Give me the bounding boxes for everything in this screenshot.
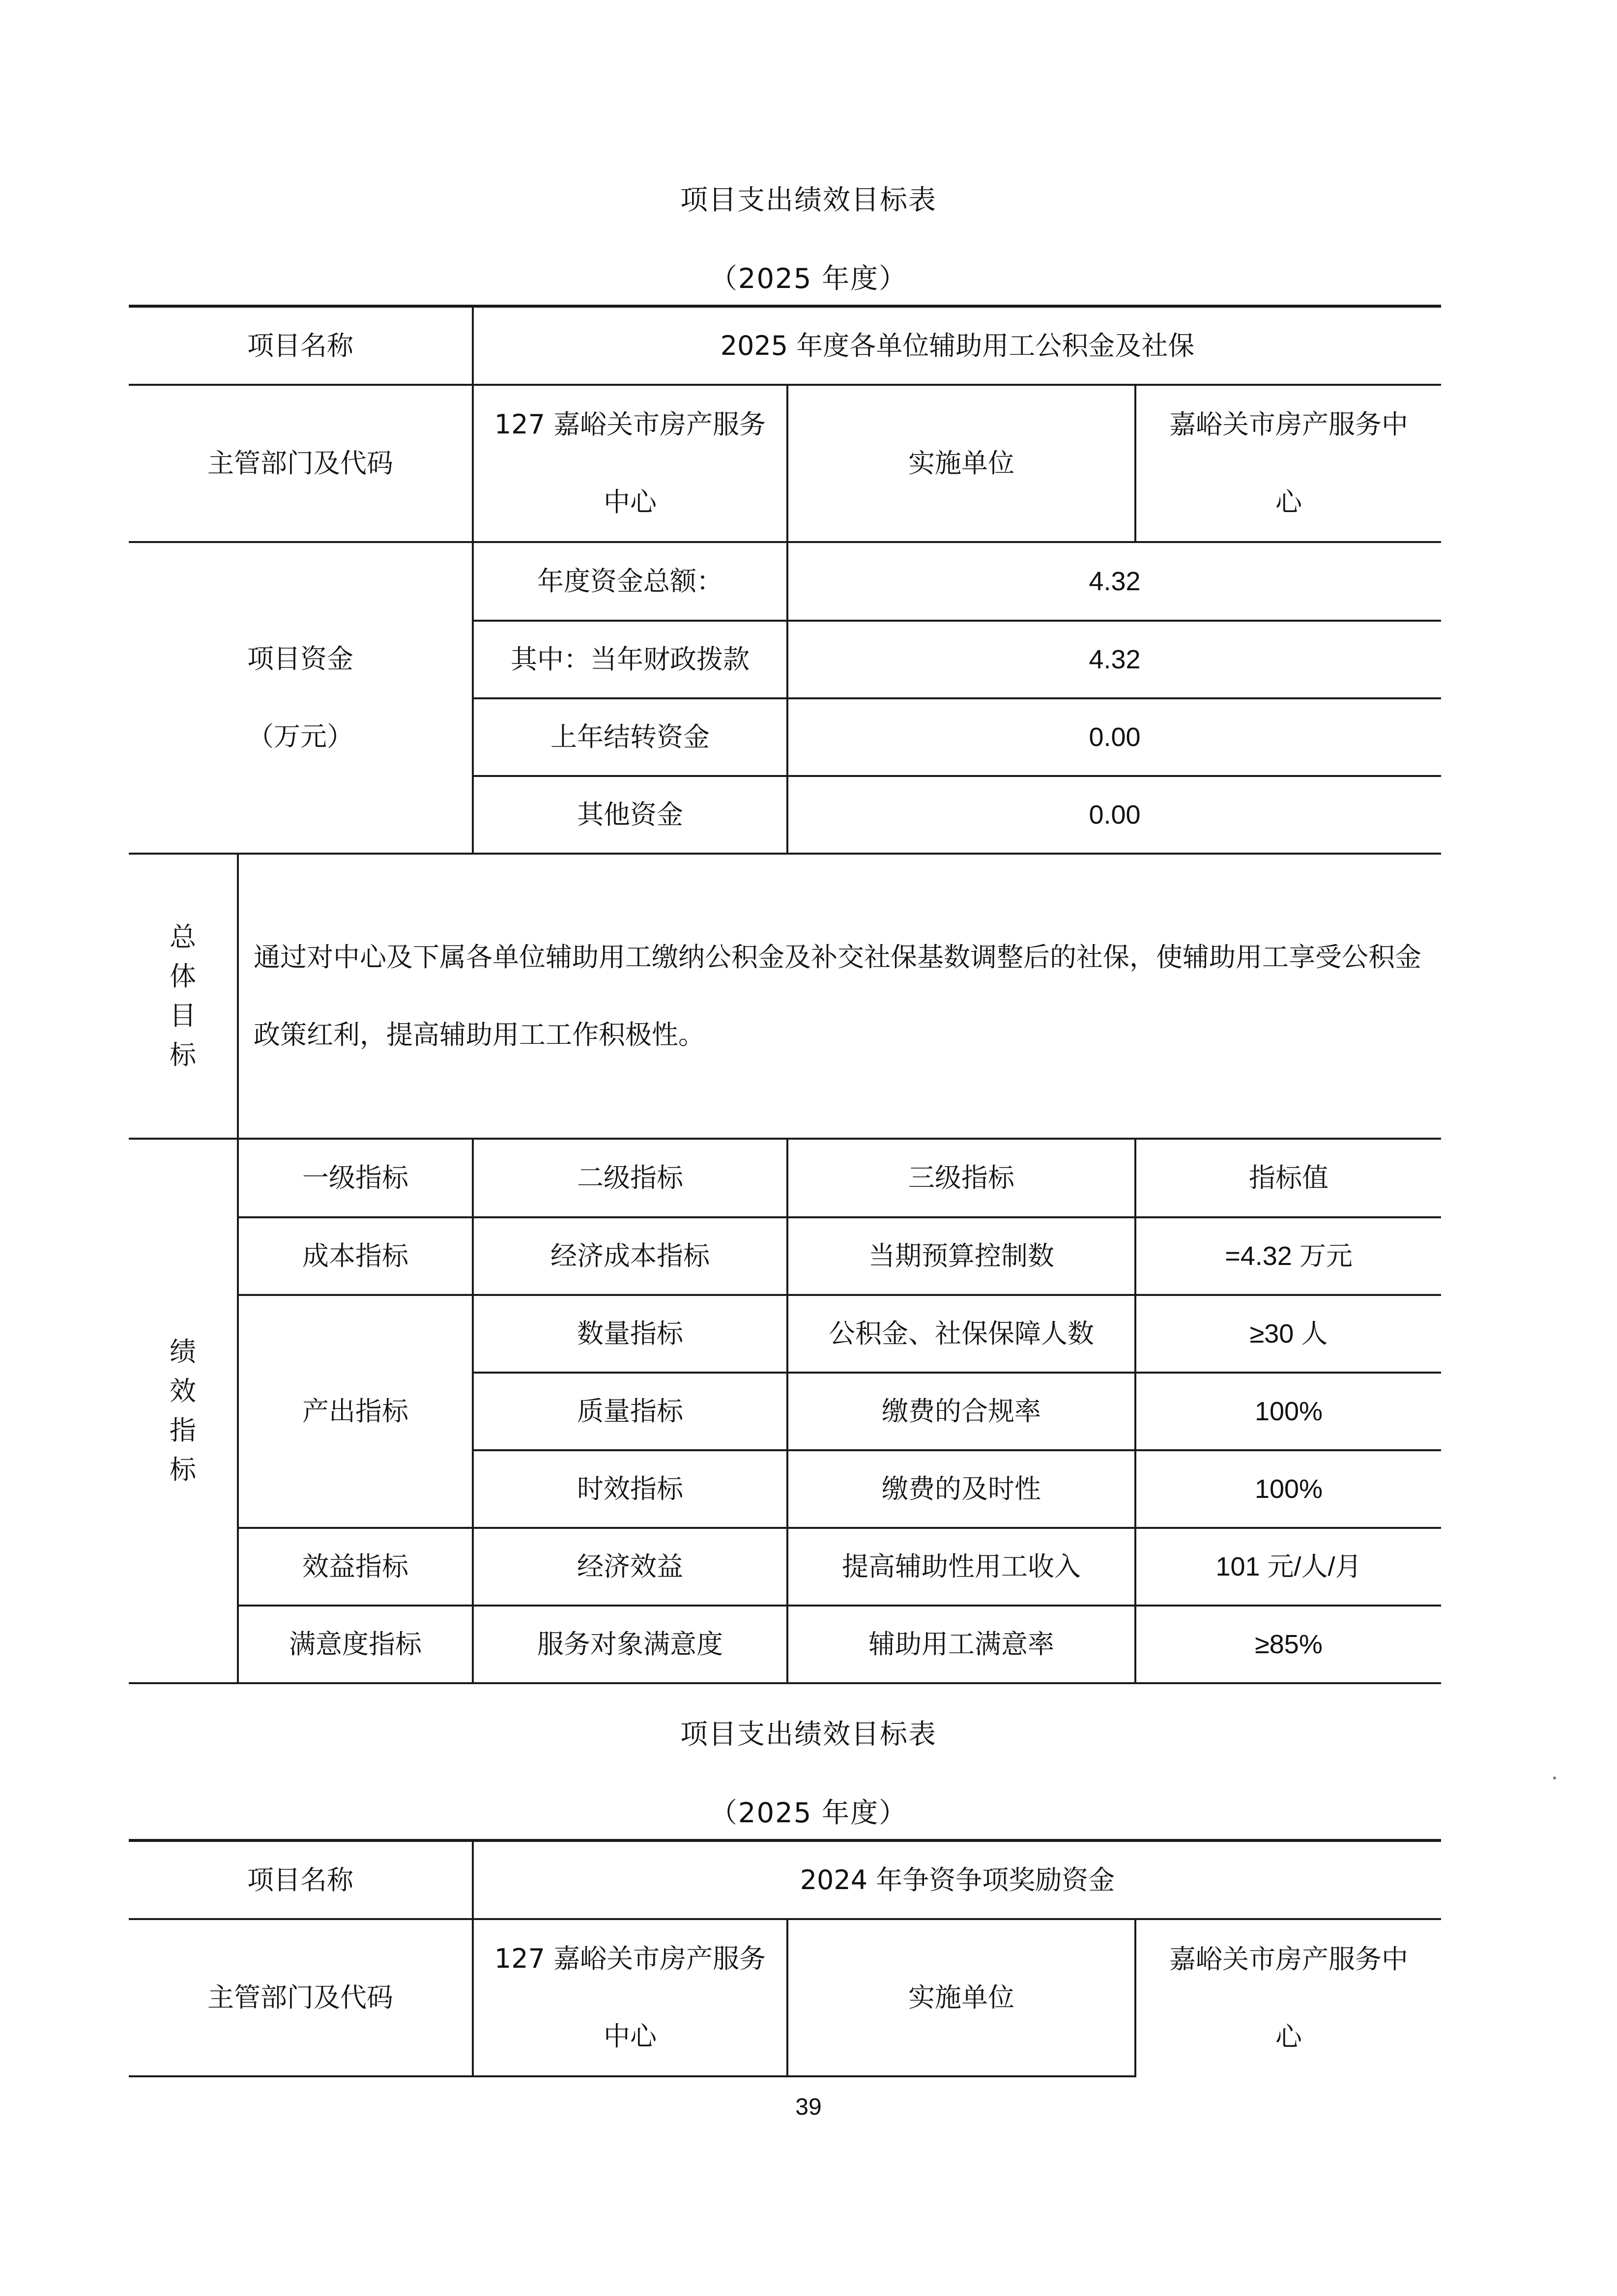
dept-label: 主管部门及代码 (129, 385, 473, 542)
funds-carryover-label: 上年结转资金 (473, 698, 787, 776)
indicator-l2: 质量指标 (473, 1373, 787, 1450)
perf-label-char: 效 (170, 1376, 196, 1406)
perf-label-char: 标 (170, 1454, 196, 1485)
table1-year: （2025 年度） (709, 263, 908, 295)
project-name-value: 2024 年争资争项奖励资金 (473, 1840, 1441, 1919)
funds-fiscal-label: 其中：当年财政拨款 (473, 621, 787, 698)
dept-value-line1: 127 嘉峪关市房产服务 (494, 1943, 766, 1974)
header-value: 指标值 (1135, 1139, 1441, 1217)
header-l3: 三级指标 (787, 1139, 1135, 1217)
indicator-value: 100% (1135, 1450, 1441, 1528)
table2-year: （2025 年度） (709, 1797, 908, 1829)
project-name-label: 项目名称 (129, 1840, 473, 1919)
table1-title: 项目支出绩效目标表 (680, 184, 937, 216)
impl-value-line2: 心 (1275, 487, 1302, 517)
funds-row (129, 542, 1441, 621)
indicator-value: 101 元/人/月 (1135, 1528, 1441, 1606)
performance-table-1 (129, 305, 1441, 1684)
indicator-value: =4.32 万元 (1135, 1217, 1441, 1295)
project-name-value: 2025 年度各单位辅助用工公积金及社保 (473, 306, 1441, 385)
indicator-l1: 效益指标 (238, 1528, 473, 1606)
dept-label: 主管部门及代码 (129, 1919, 473, 2076)
dept-value (473, 385, 787, 542)
scan-speck (1553, 1777, 1556, 1779)
funds-label-text: 项目资金 (247, 643, 353, 674)
impl-label: 实施单位 (787, 385, 1135, 542)
dept-value-line2: 中心 (604, 2021, 657, 2052)
goal-label-char: 总 (170, 921, 196, 952)
goal-text: 通过对中心及下属各单位辅助用工缴纳公积金及补交社保基数调整后的社保，使辅助用工享受公积金政策红利，提高辅助用工工作积极性。 (238, 854, 1441, 1139)
indicator-l1: 满意度指标 (238, 1606, 473, 1683)
indicator-row (129, 1606, 1441, 1683)
funds-total-value: 4.32 (787, 542, 1441, 621)
indicator-l2: 时效指标 (473, 1450, 787, 1528)
indicator-l2: 经济成本指标 (473, 1217, 787, 1295)
indicator-value: 100% (1135, 1373, 1441, 1450)
page-number: 39 (795, 2094, 822, 2120)
goal-row (129, 854, 1441, 1139)
indicator-l3: 辅助用工满意率 (787, 1606, 1135, 1683)
perf-label-char: 指 (170, 1415, 196, 1446)
indicator-l2: 经济效益 (473, 1528, 787, 1606)
dept-value-line1: 127 嘉峪关市房产服务 (494, 409, 766, 440)
funds-other-value: 0.00 (787, 776, 1441, 854)
indicator-l1: 产出指标 (238, 1295, 473, 1528)
goal-label-char: 目 (170, 1000, 196, 1031)
indicator-row (129, 1217, 1441, 1295)
impl-value-line1: 嘉峪关市房产服务中 (1169, 1944, 1408, 1975)
performance-table-2 (129, 1839, 1441, 2077)
project-name-label: 项目名称 (129, 306, 473, 385)
indicator-l3: 公积金、社保保障人数 (787, 1295, 1135, 1373)
impl-label: 实施单位 (787, 1919, 1135, 2076)
indicator-l3: 提高辅助性用工收入 (787, 1528, 1135, 1606)
impl-value-line1: 嘉峪关市房产服务中 (1169, 409, 1408, 440)
indicator-value: ≥30 人 (1135, 1295, 1441, 1373)
funds-label (129, 542, 473, 854)
indicator-row (129, 1295, 1441, 1373)
indicator-row (129, 1528, 1441, 1606)
funds-total-label: 年度资金总额： (473, 542, 787, 621)
impl-value (1135, 385, 1441, 542)
table2-title: 项目支出绩效目标表 (680, 1719, 937, 1751)
dept-row (129, 1919, 1441, 2076)
impl-value (1135, 1919, 1441, 2076)
indicator-value: ≥85% (1135, 1606, 1441, 1683)
dept-value-line2: 中心 (604, 487, 657, 517)
perf-label-char: 绩 (170, 1336, 196, 1367)
funds-carryover-value: 0.00 (787, 698, 1441, 776)
project-name-row (129, 1840, 1441, 1919)
funds-unit-text: （万元） (247, 721, 353, 752)
indicator-l2: 服务对象满意度 (473, 1606, 787, 1683)
header-l1: 一级指标 (238, 1139, 473, 1217)
perf-label (129, 1139, 238, 1683)
indicator-l3: 当期预算控制数 (787, 1217, 1135, 1295)
indicator-l3: 缴费的及时性 (787, 1450, 1135, 1528)
goal-label (129, 854, 238, 1139)
header-l2: 二级指标 (473, 1139, 787, 1217)
indicator-l3: 缴费的合规率 (787, 1373, 1135, 1450)
dept-row (129, 385, 1441, 542)
indicator-header-row (129, 1139, 1441, 1217)
project-name-row (129, 306, 1441, 385)
funds-other-label: 其他资金 (473, 776, 787, 854)
goal-label-char: 体 (170, 961, 196, 992)
indicator-l2: 数量指标 (473, 1295, 787, 1373)
funds-fiscal-value: 4.32 (787, 621, 1441, 698)
indicator-l1: 成本指标 (238, 1217, 473, 1295)
dept-value (473, 1919, 787, 2076)
impl-value-line2: 心 (1275, 2021, 1302, 2052)
goal-label-char: 标 (170, 1039, 196, 1070)
